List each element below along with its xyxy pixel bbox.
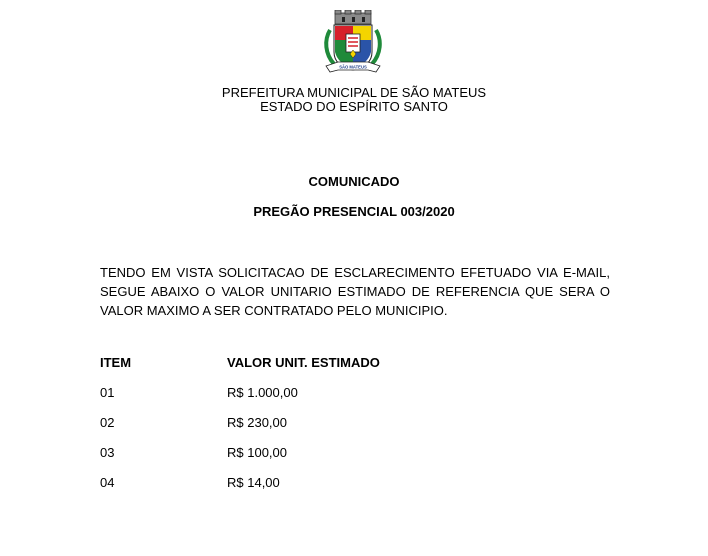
body-paragraph: TENDO EM VISTA SOLICITACAO DE ESCLARECIMENTO EFETUADO VIA E-MAIL, SEGUE ABAIXO O VALOR UNITARIO ESTIMADO DE REFERENCIA QUE SERA O VALOR MAXIMO A SER CONTRATADO PELO MUNICIPIO. xyxy=(100,265,610,318)
table-row xyxy=(100,415,520,445)
document-title: COMUNICADO xyxy=(308,174,400,189)
column-header-value: VALOR UNIT. ESTIMADO xyxy=(227,355,380,370)
state-name: ESTADO DO ESPÍRITO SANTO xyxy=(260,99,448,114)
document-subtitle: PREGÃO PRESENCIAL 003/2020 xyxy=(253,204,455,219)
municipality-name: PREFEITURA MUNICIPAL DE SÃO MATEUS xyxy=(221,85,487,100)
column-header-item: ITEM xyxy=(100,355,132,370)
mural-crown-icon xyxy=(335,10,371,24)
table-row xyxy=(100,385,520,415)
item-number: 01 xyxy=(100,385,115,400)
table-row xyxy=(100,475,520,505)
table-header-row xyxy=(100,355,520,385)
ribbon-text: SÃO MATEUS xyxy=(339,64,367,70)
table-row xyxy=(100,445,520,475)
item-value: R$ 1.000,00 xyxy=(227,385,298,400)
price-table xyxy=(100,355,520,505)
item-number: 03 xyxy=(100,445,115,460)
item-value: R$ 14,00 xyxy=(227,475,280,490)
item-number: 02 xyxy=(100,415,115,430)
coat-of-arms-icon xyxy=(322,10,384,76)
item-value: R$ 100,00 xyxy=(227,445,287,460)
item-value: R$ 230,00 xyxy=(227,415,287,430)
item-number: 04 xyxy=(100,475,115,490)
